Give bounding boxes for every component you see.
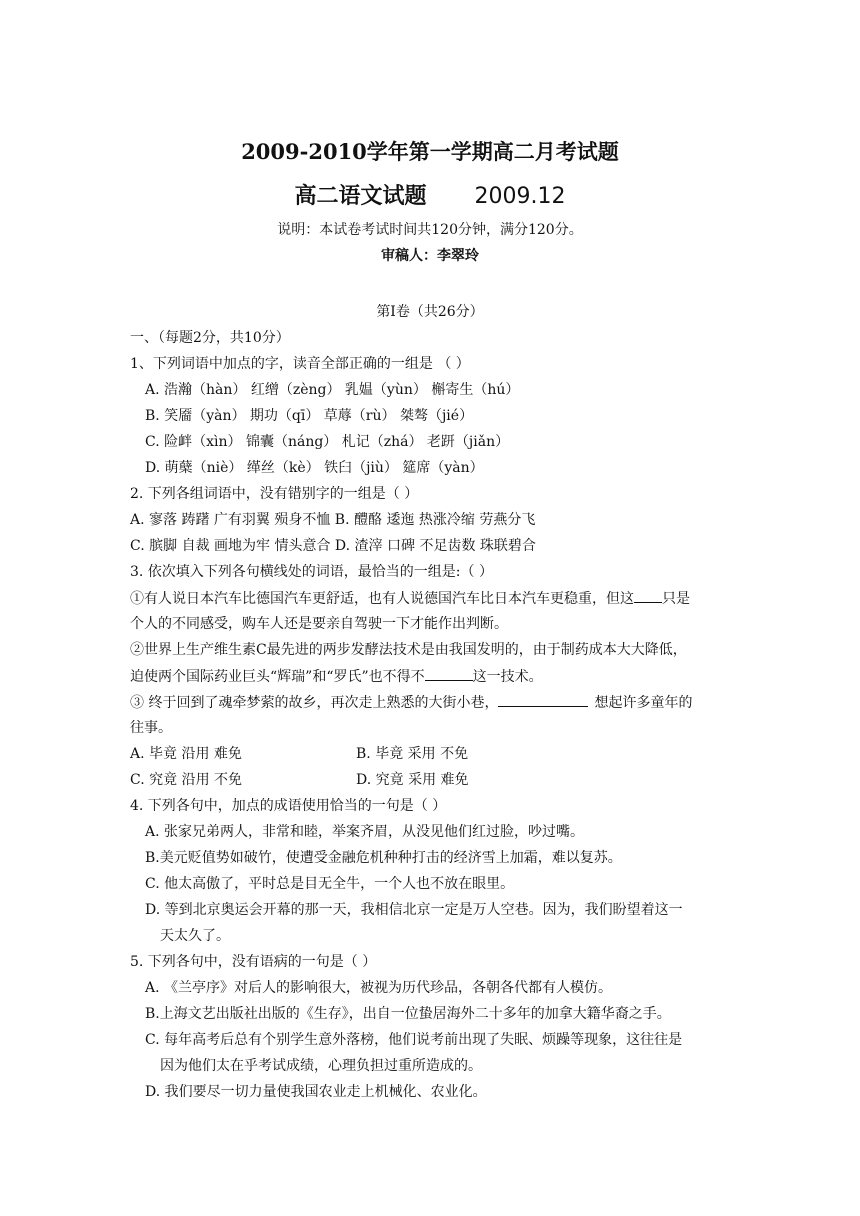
subject-title: 高二语文试题	[294, 183, 427, 209]
q1-option-b: B. 笑靥（yàn） 期功（qī） 草蓐（rù） 桀骜（jié）	[145, 408, 474, 424]
q3-sentence-2-cont: 迫使两个国际药业巨头“辉瑞”和“罗氏”也不得不 这一技术。	[130, 666, 543, 687]
fill-blank	[425, 666, 473, 681]
q1-option-a: A. 浩瀚（hàn） 红缯（zèng） 乳媪（yùn） 槲寄生（hú）	[145, 382, 520, 398]
fill-blank	[634, 588, 662, 603]
q3-option-c: C. 究竟 沿用 不免	[130, 772, 243, 788]
q5-option-d: D. 我们要尽一切力量使我国农业走上机械化、农业化。	[145, 1084, 487, 1100]
exam-date: 2009.12	[474, 184, 566, 209]
q1-option-c: C. 险衅（xìn） 锦囊（náng） 札记（zhá） 老趼（jiǎn）	[145, 434, 510, 450]
q5-option-a: A. 《兰亭序》对后人的影响很大，被视为历代珍品，各朝各代都有人模仿。	[145, 980, 613, 996]
q4-option-d-cont: 天太久了。	[160, 928, 230, 944]
question-4: 4. 下列各句中，加点的成语使用恰当的一句是（ ）	[130, 798, 447, 814]
q3-sentence-1: ①有人说日本汽车比德国汽车更舒适，也有人说德国汽车比日本汽车更稳重，但这 只是	[130, 588, 690, 609]
reviewer-line: 审稿人：李翠玲	[381, 248, 479, 264]
q3-option-a: A. 毕竟 沿用 难免	[130, 746, 242, 762]
volume-heading: 第Ⅰ卷（共26分）	[376, 304, 484, 320]
q5-option-b: B.上海文艺出版社出版的《生存》，出自一位蛰居海外二十多年的加拿大籍华裔之手。	[145, 1006, 671, 1022]
exam-note: 说明：本试卷考试时间共120分钟，满分120分。	[277, 222, 583, 238]
question-2: 2. 下列各组词语中，没有错别字的一组是（ ）	[130, 486, 419, 502]
q3-sentence-2: ②世界上生产维生素C最先进的两步发酵法技术是由我国发明的，由于制药成本大大降低，	[130, 642, 687, 658]
page-title: 2009-2010学年第一学期高二月考试题	[241, 139, 619, 164]
q4-option-b: B.美元贬值势如破竹，使遭受金融危机种种打击的经济雪上加霜，难以复苏。	[145, 850, 622, 866]
q1-option-d: D. 萌蘖（niè） 缂丝（kè） 铁臼（jiù） 筵席（yàn）	[145, 460, 484, 476]
q5-option-c: C. 每年高考后总有个别学生意外落榜，他们说考前出现了失眠、烦躁等现象，这往往是	[145, 1032, 683, 1048]
q4-option-d: D. 等到北京奥运会开幕的那一天，我相信北京一定是万人空巷。因为，我们盼望着这一	[145, 902, 683, 918]
q3-sentence-1-cont: 个人的不同感受，购车人还是要亲自驾驶一下才能作出判断。	[130, 616, 508, 632]
question-1: 1、下列词语中加点的字，读音全部正确的一组是 （ ）	[130, 356, 470, 372]
section-heading: 一、（每题2分，共10分）	[130, 330, 290, 346]
q2-options-ab: A. 寥落 踌躇 广有羽翼 殒身不恤 B. 醴酪 逶迤 热涨冷缩 劳燕分飞	[130, 512, 536, 528]
question-3: 3. 依次填入下列各句横线处的词语，最恰当的一组是:（ ）	[130, 564, 493, 580]
q5-option-c-cont: 因为他们太在乎考试成绩，心理负担过重所造成的。	[160, 1058, 482, 1074]
page-subtitle	[0, 182, 860, 211]
q3-sentence-3: ③ 终于回到了魂牵梦萦的故乡，再次走上熟悉的大街小巷， 想起许多童年的	[130, 692, 692, 713]
q4-option-a: A. 张家兄弟两人，非常和睦，举案齐眉，从没见他们红过脸，吵过嘴。	[145, 824, 585, 840]
q3-option-b: B. 毕竟 采用 不免	[356, 746, 469, 762]
q3-option-d: D. 究竟 采用 难免	[356, 772, 469, 788]
fill-blank	[498, 692, 588, 707]
q3-sentence-3-cont: 往事。	[130, 720, 172, 736]
q2-options-cd: C. 膑脚 自裁 画地为牢 情头意合 D. 渣滓 口碑 不足齿数 珠联碧合	[130, 538, 536, 554]
q4-option-c: C. 他太高傲了，平时总是目无全牛，一个人也不放在眼里。	[145, 876, 515, 892]
question-5: 5. 下列各句中，没有语病的一句是（ ）	[130, 954, 377, 970]
